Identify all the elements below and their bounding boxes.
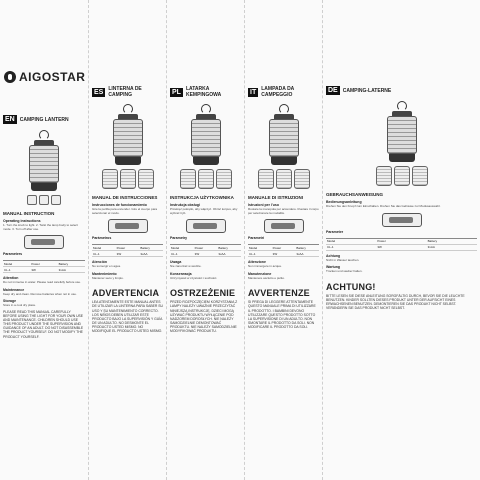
warning-title: OSTRZEŻENIE [170, 288, 236, 299]
column-pl [166, 0, 244, 480]
section-text: Utrzymywać w czystości i suchości. [170, 275, 218, 280]
section-heading: Parametri [248, 236, 265, 241]
column-title: LAMPADA DA CAMPEGGIO [261, 86, 295, 98]
manual-heading: GEBRAUCHSANWEISUNG [326, 192, 384, 197]
column-it [244, 0, 322, 480]
child-lock-icon [27, 195, 37, 205]
parameters-table [3, 260, 85, 273]
section-text: Przekręć pokrętło, aby włączyć. Obróć korpus, aby wybrać tryb. [170, 207, 238, 215]
language-code: IT [250, 88, 257, 96]
column-en [0, 0, 88, 480]
battery-illustration [108, 219, 148, 233]
parameters-table: Model Power Battery CL-1 3W 3xAA [248, 244, 319, 257]
section-heading: Mantenimiento [92, 271, 117, 276]
section-text: Nie zanurzać w wodzie. [170, 264, 202, 269]
section-heading: Parámetros [92, 236, 112, 241]
lantern-illustration [189, 104, 223, 165]
parameters-table: Model Power Battery CL-1 3W 3xAA [92, 244, 163, 257]
section-text: Gire la perilla para encender. Gire el cuerpo para seleccionar el modo. [92, 207, 158, 215]
section-text: 1. Turn the knob to light. 2. Twist the lamp body to select mode. 3. Turn off after use. [3, 223, 78, 231]
section-text: Mantener seco y limpio. [92, 275, 124, 280]
lamp-modes-illustration [248, 169, 319, 189]
section-heading: Atención [92, 260, 107, 265]
section-heading: Instrukcja obsługi [170, 203, 200, 207]
section-heading: Instrucciones de funcionamiento [92, 203, 147, 207]
lantern-illustration [111, 104, 145, 165]
section-text: Keep dry and clean. Remove batteries when not in use. [3, 291, 77, 296]
section-heading: Parameters [3, 252, 23, 257]
mode-icons [3, 195, 85, 205]
column-header [248, 86, 319, 98]
section-heading: Bedienungsanleitung [326, 200, 362, 204]
language-code: ES [94, 88, 104, 96]
section-text: No sumergir en agua. [92, 264, 121, 269]
lantern-illustration [27, 130, 61, 191]
battery-illustration [186, 219, 226, 233]
warning-text: BITTE LESEN SIE DIESE ANLEITUNG SORGFÄLTIG DURCH, BEVOR SIE DIE LEUCHTE BENUTZEN. KINDER SOLLTEN DIESES PRODUKT UNTER DER AUFSICHT EINES ERWACHSENEN BENUTZEN. DEMONTIEREN SIE DAS PRODUKT NICHT SELBST. VERÄNDERN SIE DAS PRODUKT NICHT SELBST. [326, 293, 465, 311]
manual-heading: MANUALE DI ISTRUZIONI [248, 195, 303, 200]
section-heading: Wartung [326, 265, 341, 270]
parameters-table: Model Power Battery CL-1 3W 3xAA [170, 244, 241, 257]
section-text: Do not immerse in water. Please read carefully before use. [3, 280, 81, 285]
dimming-icon [51, 195, 61, 205]
column-de [322, 0, 480, 480]
column-header [326, 86, 477, 95]
section-heading: Operating instructions [3, 219, 41, 223]
lantern-illustration [385, 101, 419, 162]
section-text: Non immergere in acqua. [248, 264, 282, 269]
manual-heading: INSTRUKCJA UŻYTKOWNIKA [170, 195, 234, 200]
section-heading: Maintenance [3, 287, 25, 292]
section-text: Nicht in Wasser tauchen. [326, 257, 360, 262]
table-row: Model Power Battery [3, 261, 85, 267]
section-heading: Attenzione [248, 260, 266, 265]
section-text: Mantenere asciutto e pulito. [248, 275, 285, 280]
manual-heading: MANUAL INSTRUCTION [3, 211, 55, 216]
section-text: Ruotare la manopola per accendere. Ruotare il corpo per selezionare la modalità. [248, 207, 319, 215]
section-text: Store in a cool dry place. [3, 303, 37, 308]
language-code: DE [328, 87, 338, 94]
battery-illustration [24, 235, 64, 249]
warning-text: LEA ATENTAMENTE ESTE MANUAL ANTES DE UTILIZAR LA LINTERNA PARA SABER SU USO Y SU MANTENIMIENTO CORRECTO. LOS NIÑOS DEBEN UTILIZAR ESTE PRODUCTO BAJO LA SUPERVISIÓN Y GUÍA DE UN ADULTO. NO DESMONTE EL PRODUCTO USTED MISMO. NO MODIFIQUE EL PRODUCTO USTED MISMO. [92, 300, 163, 334]
column-es [88, 0, 166, 480]
table-row: CL-1 3W 3xAA [3, 267, 85, 273]
section-heading: Konserwacja [170, 271, 192, 276]
section-heading: Istruzioni per l'uso [248, 203, 279, 207]
column-title: LINTERNA DE CAMPING [108, 86, 142, 98]
column-title: CAMPING LANTERN [19, 116, 69, 123]
warning-title: ADVERTENCIA [92, 288, 160, 299]
column-title: LATARKA KEMPINGOWA [185, 86, 222, 98]
warning-text: PRZED ROZPOCZĘCIEM KORZYSTANIA Z LAMPY NALEŻY UWAŻNIE PRZECZYTAĆ NINIEJSZĄ INSTRUKCJĘ. DZIECI MOGĄ UŻYWAĆ PRODUKTU WYŁĄCZNIE POD NADZOREM DOROSŁYCH. NIE NALEŻY SAMODZIELNIE DEMONTOWAĆ PRODUKTU. NIE NALEŻY SAMODZIELNIE MODYFIKOWAĆ PRODUKTU. [170, 300, 238, 334]
section-text: Trocken und sauber halten. [326, 269, 363, 274]
language-code: EN [5, 116, 15, 123]
brand-name: AIGOSTAR [19, 70, 86, 84]
language-code: PL [172, 88, 181, 96]
warning-text: PLEASE READ THIS MANUAL CAREFULLY BEFORE USING THE LIGHT FOR YOUR OWN USE AND MAINTENANCE. CHILDREN SHOULD USE THIS PRODUCT UNDER THE SUPERVISION AND GUIDANCE OF AN ADULT. DO NOT DISASSEMBLE THE PRODUCT YOURSELF. DO NOT MODIFY THE PRODUCT YOURSELF. [3, 309, 84, 339]
warning-text: SI PREGA DI LEGGERE ATTENTAMENTE QUESTO MANUALE PRIMA DI UTILIZZARE IL PRODOTTO. I BAMBINI DEVONO UTILIZZARE QUESTO PRODOTTO SOTTO LA SUPERVISIONE DI UN ADULTO. NON SMONTARE IL PRODOTTO DA SOLI. NON MODIFICARE IL PRODOTTO DA SOLI. [248, 300, 316, 329]
section-text: Drehen Sie den Knopf zum Einschalten. Drehen Sie das Gehäuse zur Modusauswahl. [326, 204, 441, 208]
lamp-modes-illustration [326, 166, 477, 186]
battery-illustration [382, 213, 422, 227]
warning-title: ACHTUNG! [326, 281, 376, 292]
section-heading: Uwaga [170, 260, 182, 265]
section-heading: Attention [3, 276, 19, 281]
column-header [170, 86, 241, 98]
lamp-modes-illustration [170, 169, 241, 189]
section-heading: Storage [3, 299, 17, 304]
lantern-illustration [267, 104, 301, 165]
parameters-table: Model Power Battery CL-1 3W 3xAA [326, 238, 477, 251]
column-title: CAMPING-LATERNE [342, 87, 392, 94]
section-heading: Manutenzione [248, 271, 272, 276]
manual-heading: MANUAL DE INSTRUCCIONES [92, 195, 158, 200]
sensor-icon [39, 195, 49, 205]
column-header [92, 86, 163, 98]
column-header [3, 115, 85, 124]
section-heading: Parametry [170, 236, 188, 241]
section-heading: Achtung [326, 253, 341, 258]
warning-title: AVVERTENZE [248, 288, 310, 299]
section-heading: Parameter [326, 229, 344, 234]
battery-illustration [264, 219, 304, 233]
lamp-modes-illustration [92, 169, 163, 189]
